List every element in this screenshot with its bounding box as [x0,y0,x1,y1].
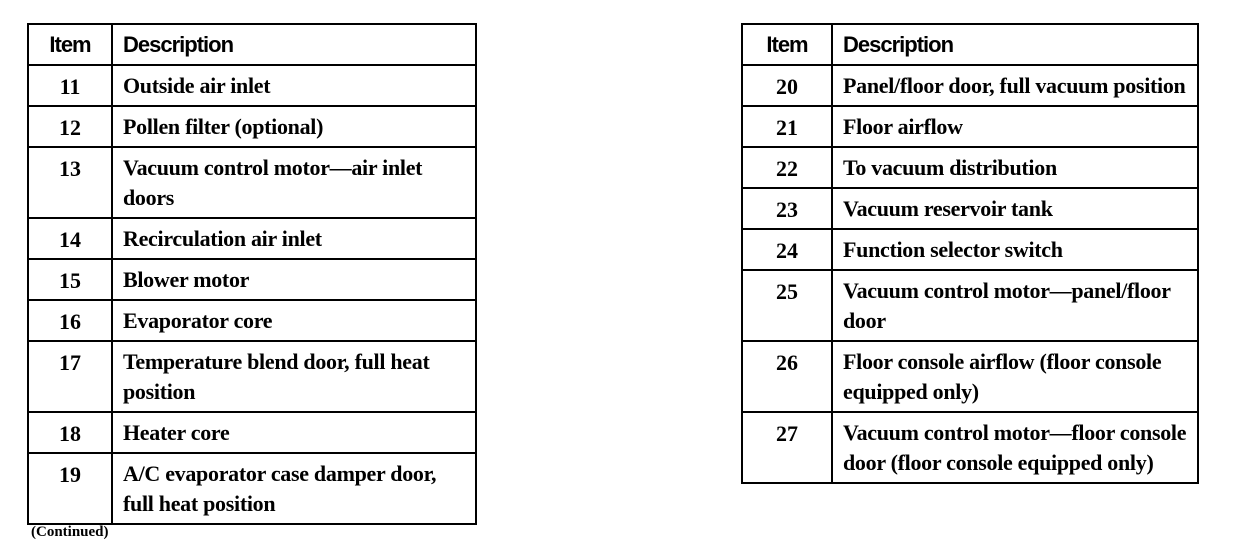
item-number: 24 [742,229,832,270]
description-column-header: Description [112,24,476,65]
table-row [28,412,476,453]
item-description: Panel/floor door, full vacuum position [832,65,1198,106]
table-row [28,106,476,147]
table-row [742,106,1198,147]
item-number: 26 [742,341,832,412]
table-row [28,218,476,259]
item-number: 17 [28,341,112,412]
item-description: To vacuum distribution [832,147,1198,188]
item-description: Vacuum reservoir tank [832,188,1198,229]
table-row [742,65,1198,106]
item-number: 11 [28,65,112,106]
item-description: Blower motor [112,259,476,300]
table-row [742,188,1198,229]
item-description: Temperature blend door, full heat position [112,341,476,412]
table-row [28,65,476,106]
header-row [28,24,476,65]
header-row [742,24,1198,65]
item-number: 19 [28,453,112,524]
item-number: 20 [742,65,832,106]
table-row [28,300,476,341]
item-description: Function selector switch [832,229,1198,270]
table-row [742,341,1198,412]
item-description: Evaporator core [112,300,476,341]
item-number: 16 [28,300,112,341]
continued-note: (Continued) [31,524,109,540]
item-number: 22 [742,147,832,188]
item-number: 23 [742,188,832,229]
description-column-header: Description [832,24,1198,65]
table-row [28,453,476,524]
table-row [28,147,476,218]
item-number: 27 [742,412,832,483]
item-number: 21 [742,106,832,147]
item-description: Pollen filter (optional) [112,106,476,147]
item-description: Floor console airflow (floor console equipped only) [832,341,1198,412]
table-row [742,412,1198,483]
item-description: Vacuum control motor—air inlet doors [112,147,476,218]
item-description: Heater core [112,412,476,453]
table-row [28,341,476,412]
item-description: Floor airflow [832,106,1198,147]
item-description: Recirculation air inlet [112,218,476,259]
item-description: Vacuum control motor—panel/floor door [832,270,1198,341]
item-number: 18 [28,412,112,453]
item-description: Outside air inlet [112,65,476,106]
item-number: 13 [28,147,112,218]
item-column-header: Item [28,24,112,65]
legend-table-right [741,23,1199,484]
item-number: 15 [28,259,112,300]
item-column-header: Item [742,24,832,65]
item-number: 12 [28,106,112,147]
item-number: 25 [742,270,832,341]
table-row [742,229,1198,270]
item-description: Vacuum control motor—floor console door (floor console equipped only) [832,412,1198,483]
legend-table-left [27,23,477,525]
table-row [28,259,476,300]
item-number: 14 [28,218,112,259]
table-row [742,270,1198,341]
item-description: A/C evaporator case damper door, full heat position [112,453,476,524]
table-row [742,147,1198,188]
